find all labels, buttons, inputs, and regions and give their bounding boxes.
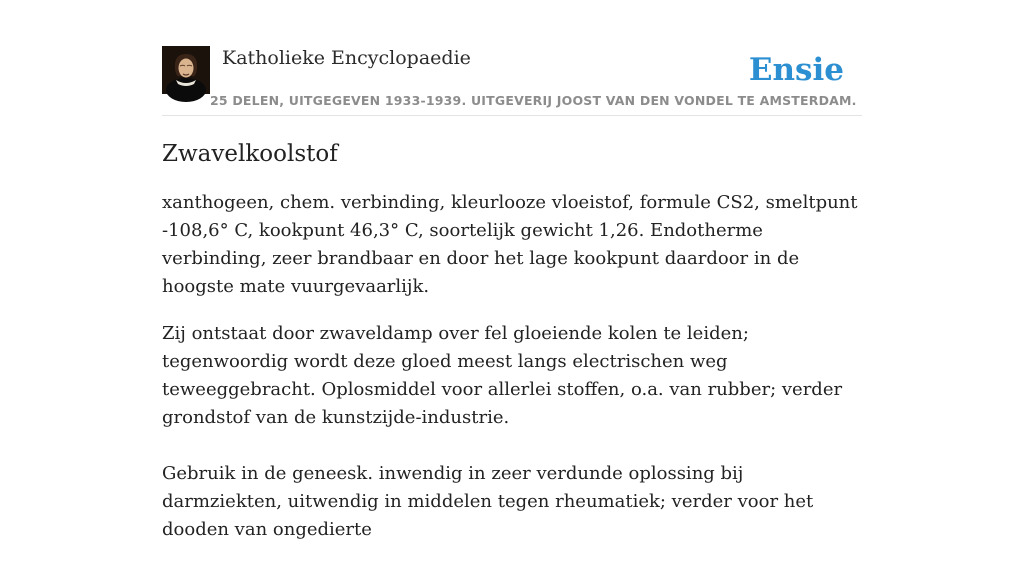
site-header [162, 46, 862, 116]
article-title: Zwavelkoolstof [162, 141, 338, 167]
ensie-logo-link[interactable]: Ensie [748, 52, 844, 88]
article [162, 138, 862, 563]
article-paragraph: Gebruik in de geneesk. inwendig in zeer verdunde oplossing bij darmziekten, uitwendig in middelen tegen rheumatiek; verder voor het dooden van ongedierte [162, 463, 814, 540]
site-title[interactable]: Katholieke Encyclopaedie [222, 47, 471, 69]
article-paragraph: Zij ontstaat door zwaveldamp over fel gloeiende kolen te leiden; tegenwoordig wordt deze gloed meest langs electrischen weg teweeggebracht. Oplosmiddel voor allerlei stoffen, o.a. van rubber; verder grondstof van de kunstzijde-industrie. [162, 323, 843, 428]
article-paragraph: xanthogeen, chem. verbinding, kleurlooze vloeistof, formule CS2, smeltpunt -108,6° C, kookpunt 46,3° C, soortelijk gewicht 1,26. Endotherme verbinding, zeer brandbaar en door het lage kookpunt daardoor in de hoogste mate vuurgevaarlijk. [162, 192, 858, 297]
site-subtitle: 25 DELEN, UITGEGEVEN 1933-1939. UITGEVERIJ JOOST VAN DEN VONDEL TE AMSTERDAM. [210, 93, 857, 108]
portrait-avatar-icon[interactable] [162, 46, 210, 94]
